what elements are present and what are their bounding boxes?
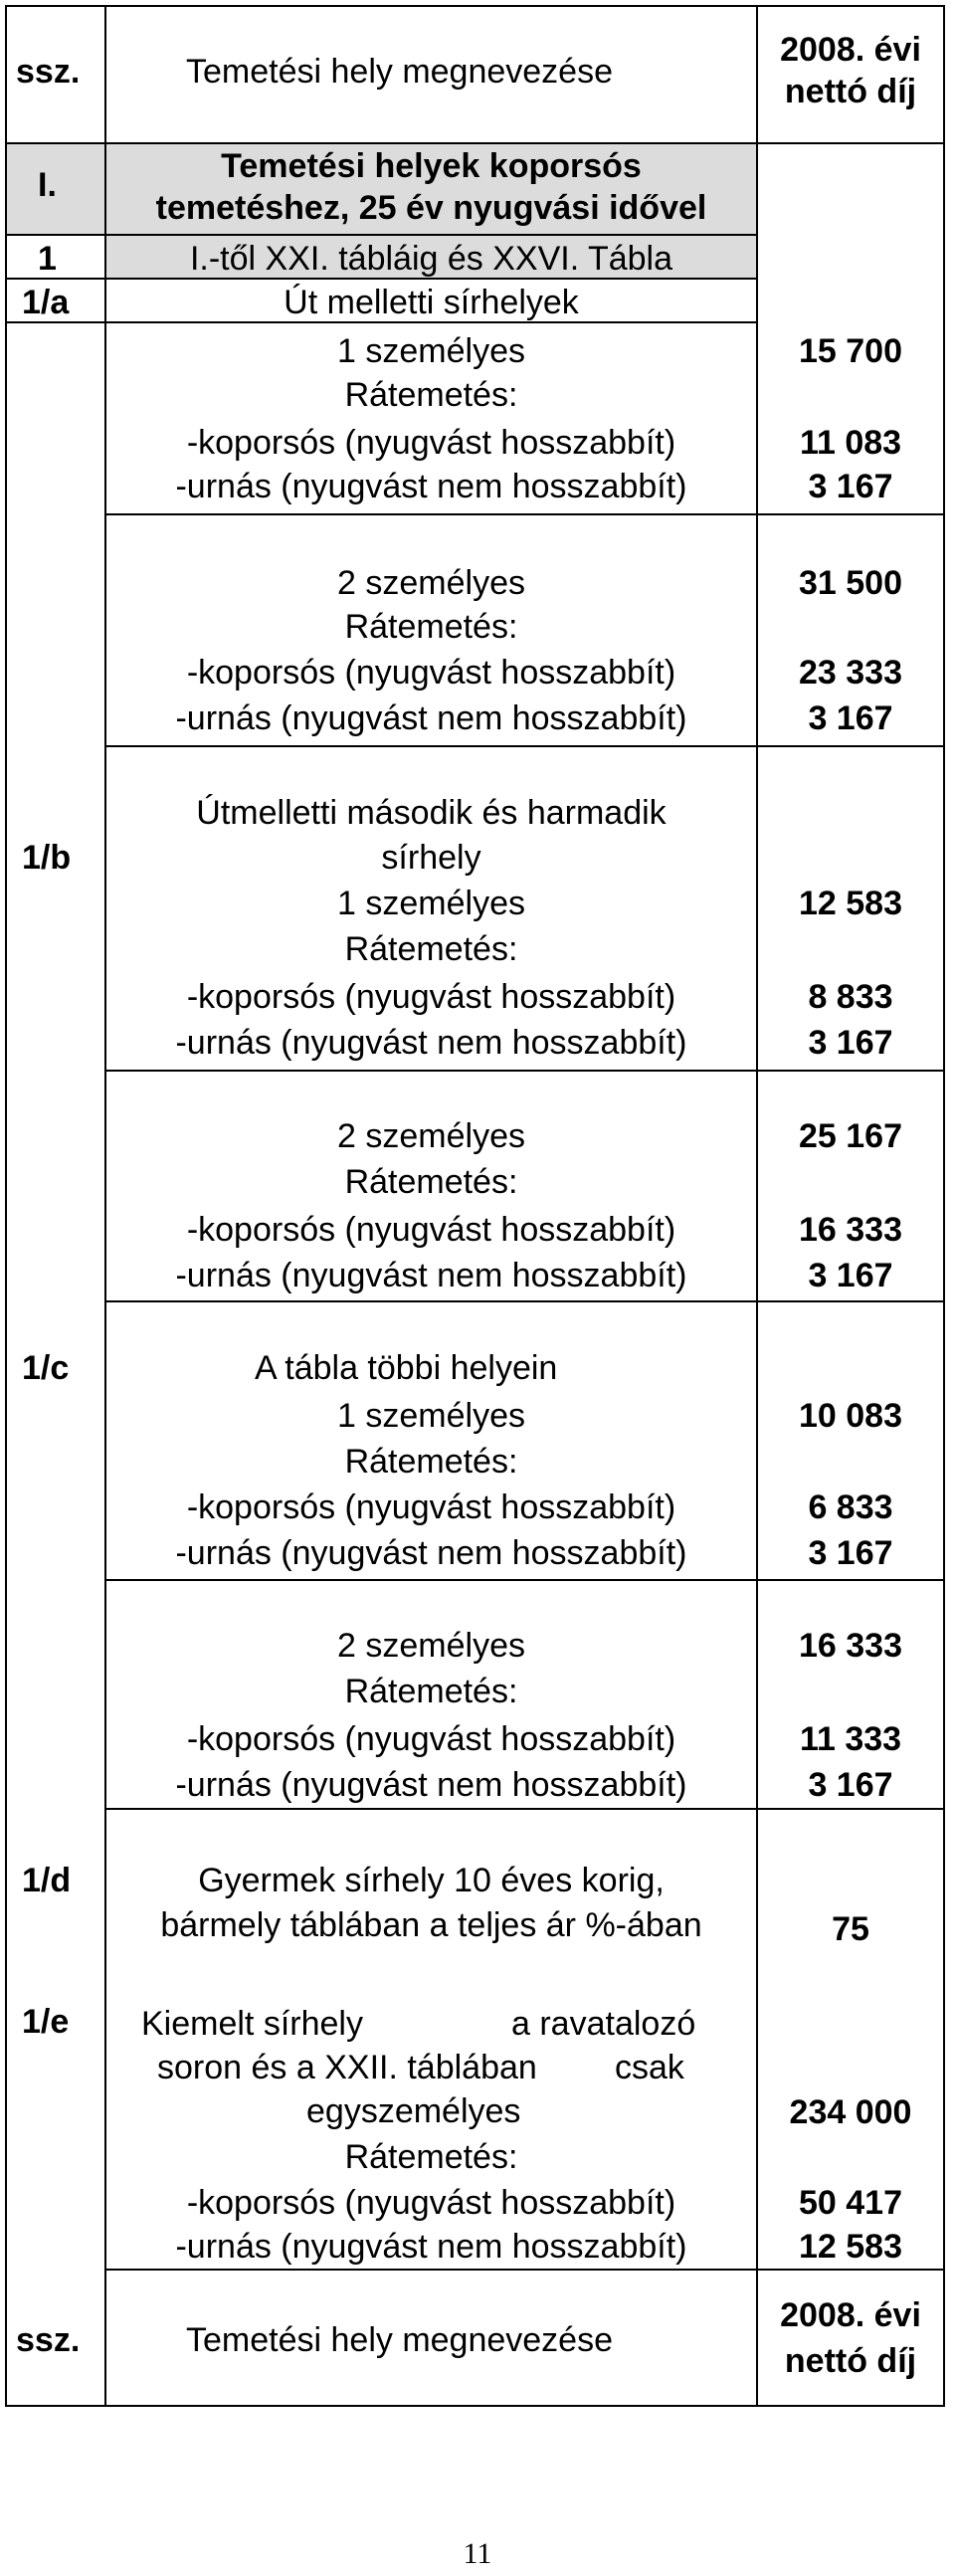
grid-line-section-bottom [5,234,756,236]
row-1a-single-koporsos: -koporsós (nyugvást hosszabbít) [186,424,676,462]
grid-line-1b-end [104,1300,943,1302]
row-1c-title: A tábla többi helyein [255,1349,558,1387]
row-1b-single-label: 1 személyes [337,885,525,922]
row-1a-single-ratemetes: Rátemetés: [344,376,518,414]
row-1a-single-label: 1 személyes [337,332,525,370]
grid-line-1a-gap [104,513,943,515]
row-1-number: 1 [38,240,57,278]
row-1d-number: 1/d [22,1862,72,1899]
row-1e-koporsos-fee: 50 417 [799,2184,902,2222]
grid-line-1a-end [104,745,943,747]
row-1b-single-urnas: -urnás (nyugvást nem hosszabbít) [175,1024,687,1062]
grid-line-1c-gap [104,1579,943,1581]
row-1-text: I.-től XXI. tábláig és XXVI. Tábla [189,240,673,278]
footer-fee-line1: 2008. évi [780,2296,921,2334]
row-1a-double-fee: 31 500 [799,564,902,602]
row-1b-double-koporsos: -koporsós (nyugvást hosszabbít) [186,1211,676,1249]
grid-line-1b-gap [104,1070,943,1072]
row-1b-double-label: 2 személyes [337,1117,525,1155]
row-1a-single-fee: 15 700 [799,332,902,370]
row-1c-double-label: 2 személyes [337,1627,525,1665]
grid-line-top [5,5,945,7]
section-title-line2: temetéshez, 25 év nyugvási idővel [155,189,707,227]
row-1e-text-line1b: a ravatalozó [511,2005,696,2043]
grid-line-1e-end [104,2269,943,2271]
header-ssz: ssz. [16,53,81,91]
row-1b-single-fee: 12 583 [799,885,902,922]
row-1d-fee: 75 [832,1910,869,1948]
row-1e-urnas: -urnás (nyugvást nem hosszabbít) [175,2228,687,2266]
header-name: Temetési hely megnevezése [186,53,614,91]
row-1a-double-urnas-fee: 3 167 [808,699,893,737]
row-1c-double-urnas: -urnás (nyugvást nem hosszabbít) [175,1766,687,1804]
row-1c-number: 1/c [22,1349,70,1387]
row-1c-single-fee: 10 083 [799,1397,902,1435]
footer-fee-line2: nettó díj [784,2342,917,2380]
row-1a-number: 1/a [22,284,70,321]
row-1e-text-line2b: csak [615,2049,684,2086]
grid-line-header-bottom [5,142,945,144]
row-1c-single-label: 1 személyes [337,1397,525,1435]
row-1a-double-koporsos-fee: 23 333 [799,654,902,692]
row-1a-single-urnas: -urnás (nyugvást nem hosszabbít) [175,468,687,505]
row-1c-double-koporsos: -koporsós (nyugvást hosszabbít) [186,1720,676,1758]
row-1b-single-urnas-fee: 3 167 [808,1024,893,1062]
section-title-line1: Temetési helyek koporsós [221,147,642,185]
row-1d-text-line1: Gyermek sírhely 10 éves korig, [198,1862,665,1899]
row-1e-urnas-fee: 12 583 [799,2228,902,2266]
row-1c-single-urnas-fee: 3 167 [808,1534,893,1572]
row-1a-single-urnas-fee: 3 167 [808,468,893,505]
header-fee-line1: 2008. évi [780,31,921,69]
row-1a-double-ratemetes: Rátemetés: [344,608,518,646]
row-1b-double-urnas-fee: 3 167 [808,1257,893,1294]
row-1a-single-koporsos-fee: 11 083 [799,424,902,462]
row-1c-double-fee: 16 333 [799,1627,902,1665]
row-1e-fee: 234 000 [789,2093,912,2131]
row-1a-double-urnas: -urnás (nyugvást nem hosszabbít) [175,699,687,737]
row-1b-single-koporsos: -koporsós (nyugvást hosszabbít) [186,978,676,1016]
row-1c-double-koporsos-fee: 11 333 [799,1720,902,1758]
row-1c-single-ratemetes: Rátemetés: [344,1443,518,1481]
row-1b-double-urnas: -urnás (nyugvást nem hosszabbít) [175,1257,687,1294]
row-1b-double-ratemetes: Rátemetés: [344,1163,518,1201]
row-1a-double-koporsos: -koporsós (nyugvást hosszabbít) [186,654,676,692]
row-1b-title-line1: Útmelletti második és harmadik [196,794,667,832]
row-1e-text-line1a: Kiemelt sírhely [141,2005,363,2043]
row-1e-text-line3: egyszemélyes [306,2092,521,2130]
header-fee-line2: nettó díj [784,73,917,110]
grid-line-left [5,5,7,2407]
row-1e-text-line2a: soron és a XXII. táblában [157,2049,537,2086]
row-1b-single-koporsos-fee: 8 833 [808,978,893,1016]
row-1c-double-ratemetes: Rátemetés: [344,1673,518,1710]
page-number: 11 [463,2537,492,2570]
row-1b-single-ratemetes: Rátemetés: [344,930,518,968]
row-1b-title-line2: sírhely [381,839,481,877]
footer-ssz: ssz. [16,2321,81,2359]
row-1d-text-line2: bármely táblában a teljes ár %-ában [160,1906,702,1944]
row-1e-number: 1/e [22,2003,70,2041]
row-1c-single-koporsos-fee: 6 833 [808,1488,893,1526]
row-1e-ratemetes: Rátemetés: [344,2138,518,2176]
grid-line-1c-end [104,1808,943,1810]
grid-line-bottom [5,2405,945,2407]
row-1b-number: 1/b [22,839,72,877]
row-1b-double-fee: 25 167 [799,1117,902,1155]
row-1c-double-urnas-fee: 3 167 [808,1766,893,1804]
grid-line-right [943,5,945,2407]
row-1c-single-urnas: -urnás (nyugvást nem hosszabbít) [175,1534,687,1572]
row-1b-double-koporsos-fee: 16 333 [799,1211,902,1249]
footer-name: Temetési hely megnevezése [186,2321,614,2359]
row-1a-double-label: 2 személyes [337,564,525,602]
row-1e-koporsos: -koporsós (nyugvást hosszabbít) [186,2184,676,2222]
section-number: I. [38,166,57,204]
row-1a-title: Út melletti sírhelyek [284,284,579,321]
row-1c-single-koporsos: -koporsós (nyugvást hosszabbít) [186,1488,676,1526]
